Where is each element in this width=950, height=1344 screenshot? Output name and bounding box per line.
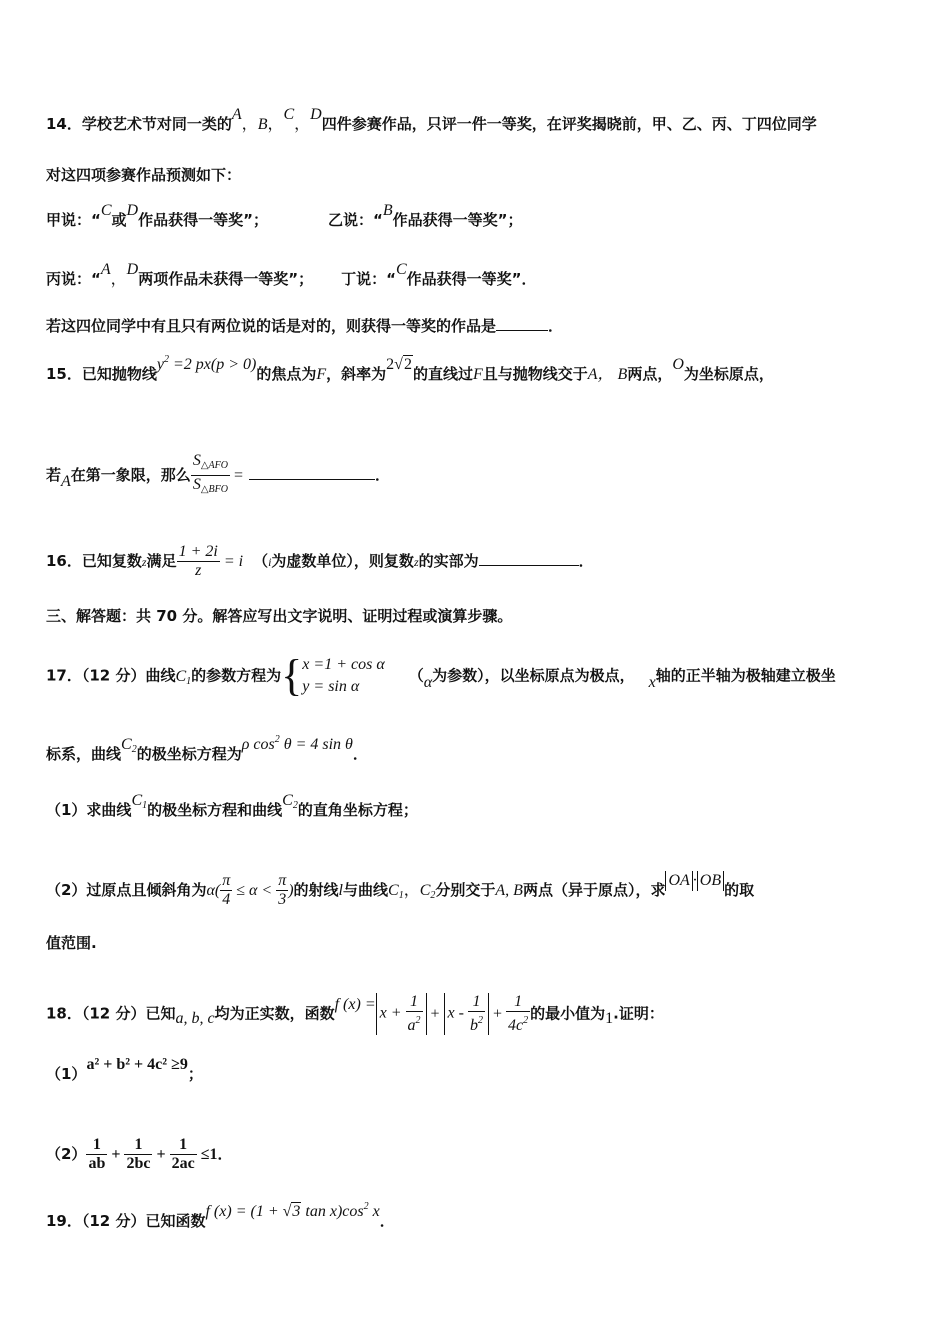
q17-part2: （2）过原点且倾斜角为α( $\frac{\pi}{4}$ ≤ α < $\frac{\pi}{3}$ )的射线l与曲线$C_1$，$C_2$分别交于A, B两点（异于原点），求OA · OB的取 [46,872,755,908]
q19-line: 19．（12 分）已知函数f (x) = (1 + √3 $\tan x)\cos^2$ x． [46,1201,395,1230]
q17-part2-cont: 值范围. [46,934,97,952]
q18-part1: （1）a² + b² + 4c² ≥9； [46,1056,203,1083]
q15-number: 15．已知抛物线 [46,365,157,383]
area-ratio-fraction: $\frac{S_{\triangle AFO}}{S_{\triangle BFO}}$ [192,452,228,495]
q14-line1: 14．学校艺术节对同一类的A，B，C，D四件参赛作品，只评一件一等奖，在评奖揭晓前，甲、乙、丙、丁四位同学 [46,106,817,133]
option-b: B [257,116,268,133]
abs-term-2: x - $\frac{1}{b^2}$ [444,993,489,1035]
parametric-system: x =1 + cos α y = sin α [302,656,385,695]
abs-term-1: x + $\frac{1}{a^2}$ [376,993,427,1035]
q14-question: 若这四位同学中有且只有两位说的话是对的，则获得一等奖的作品是 ． [46,317,564,335]
q18-line1: 18．（12 分）已知a, b, c均为正实数，函数f (x) =x + $\frac{1}{a^2}$ + x - $\frac{1}{b^2}$ + $\frac{1}{4c^2}$ 的最小值为1.证明： [46,993,664,1034]
q18-part2: （2） $\frac{1}{ab}$ + $\frac{1}{2bc}$ + $\frac{1}{2ac}$ ≤1． [46,1136,233,1172]
q19-number: 19．（12 分）已知函数 [46,1212,206,1230]
section-heading: 三、解答题：共 70 分。解答应写出文字说明、证明过程或演算步骤。 [46,607,513,625]
q16-number: 16．已知复数 [46,552,142,570]
q17-number: 17．（12 分）曲线 [46,666,176,685]
answer-blank[interactable] [249,465,375,480]
answer-blank[interactable] [479,551,579,566]
answer-blank[interactable] [496,316,548,331]
q16-line: 16．已知复数z满足 $\frac{1 + 2i}{z}$ = i （i为虚数单位），则复数z的实部为 ． [46,543,594,579]
q17-line1: 17．（12 分）曲线$C_1$的参数方程为{ x =1 + cos α y = sin α （α为参数），以坐标原点为极点， x轴的正半轴为极轴建立极坐 [46,651,836,700]
q14-line2: 对这四项参赛作品预测如下： [46,166,242,184]
q14-bing-ding: 丙说：“A，D两项作品未获得一等奖”； 丁说：“C作品获得一等奖”． [46,261,537,288]
option-d: D [310,106,322,123]
q15-line1: 15．已知抛物线$y^2 =2$ px(p > 0)的焦点为F，斜率为2√2的直线过F且与抛物线交于A， B两点，O为坐标原点， [46,354,774,383]
q14-jia-yi: 甲说：“C或D作品获得一等奖”； 乙说：“B作品获得一等奖”； [46,202,523,229]
q18-number: 18．（12 分）已知 [46,1004,176,1023]
q14-number: 14． [46,115,82,133]
option-c: C [283,106,295,123]
q15-line2: 若A在第一象限，那么 $\frac{S_{\triangle AFO}}{S_{\triangle BFO}}$ = ． [46,452,390,499]
option-a: A [231,106,242,123]
q17-line2: 标系，曲线$C_2$的极坐标方程为ρ $\cos^2 \theta = 4$ sin θ． [46,734,368,763]
q17-part1: （1）求曲线$C_1$的极坐标方程和曲线$C_2$的直角坐标方程； [46,792,418,819]
complex-fraction: $\frac{1 + 2i}{z}$ [178,543,218,579]
